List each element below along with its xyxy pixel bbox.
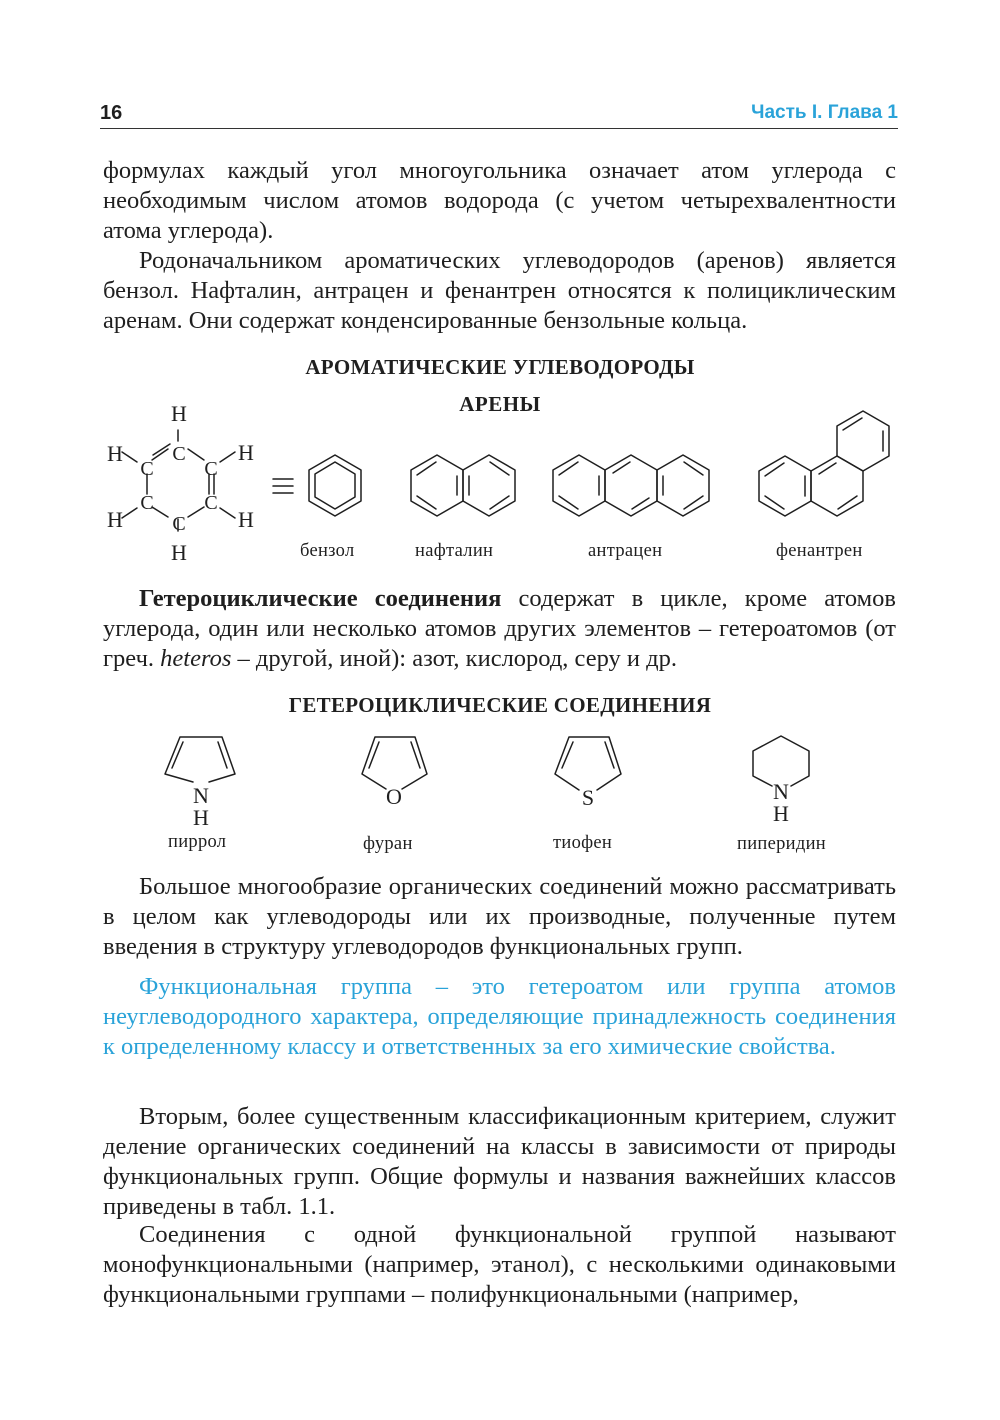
paragraph-2-text: Родоначальником ароматических углеводородов (аренов) является бензол. Нафталин, антрацен и фенантрен относятся к полициклическим аренам. Они содержат конденсированные бензольные кольца. [103, 247, 896, 334]
benzene-atom-c-6: C [140, 458, 154, 480]
phenanthrene-structure [759, 411, 889, 516]
caption-anthracene: антрацен [588, 541, 663, 561]
paragraph-5 [103, 1102, 896, 1222]
caption-pyrrole: пиррол [168, 832, 227, 852]
aromatic-heading: АРОМАТИЧЕСКИЕ УГЛЕВОДОРОДЫ [305, 355, 695, 379]
benzene-atom-h-bottom: H [171, 540, 187, 565]
definition-functional-group [103, 972, 896, 1062]
benzene-atom-c-1: C [172, 443, 186, 465]
pyrrole-atom-n: N [193, 783, 209, 808]
page-number: 16 [100, 102, 123, 124]
paragraph-4 [103, 872, 896, 962]
term-heteros: heteros [160, 645, 232, 672]
benzene-atom-h-top: H [171, 401, 187, 426]
paragraph-3-text-a: содержат в цикле, кроме атомов углерода, один или несколько атомов других элементов – гетероатомов (от греч. [103, 585, 896, 672]
benzene-structure [309, 455, 361, 516]
benzene-atom-h-right-bottom: H [238, 507, 254, 532]
caption-thiophene: тиофен [553, 833, 613, 853]
heterocyclic-heading: ГЕТЕРОЦИКЛИЧЕСКИЕ СОЕДИНЕНИЯ [288, 693, 712, 717]
pyrrole-atom-h: H [193, 805, 209, 830]
benzene-atom-c-3: C [204, 492, 218, 514]
benzene-atom-h-right-top: H [238, 440, 254, 465]
caption-phenanthrene: фенантрен [776, 541, 863, 561]
paragraph-3 [103, 584, 896, 674]
caption-furan: фуран [363, 834, 413, 854]
benzene-atom-c-5: C [140, 492, 154, 514]
paragraph-6-text: Соединения с одной функциональной группой называют монофункциональными (например, этанол), с несколькими одинаковыми функциональными группами – полифункциональными (например, [103, 1221, 896, 1308]
paragraph-4-text: Большое многообразие органических соединений можно рассматривать в целом как углеводороды или их производные, полученные путем введения в структуру углеводородов функциональных групп. [103, 873, 896, 960]
benzene-atom-h-left-top: H [107, 441, 123, 466]
pyrrole-structure [165, 737, 235, 782]
equivalence-sign [273, 479, 293, 493]
thiophene-structure [555, 737, 621, 790]
benzene-atom-h-left-bottom: H [107, 507, 123, 532]
paragraph-6 [103, 1220, 896, 1310]
term-heterocyclic: Гетероциклические соединения [139, 585, 502, 612]
anthracene-structure [553, 455, 709, 516]
caption-piperidine: пиперидин [737, 834, 826, 854]
paragraph-5-text: Вторым, более существенным классификационным критерием, служит деление органических соединений на классы в зависимости от природы функциональных групп. Общие формулы и названия важнейших классов приведены в табл. 1.1. [103, 1103, 896, 1220]
arenes-subheading: АРЕНЫ [459, 392, 541, 416]
paragraph-1: формулах каждый угол многоугольника означает атом углерода с необходимым числом атомов водорода (с учетом четырехвалентности атома углерода). [103, 157, 896, 244]
furan-atom-o: O [386, 784, 402, 809]
naphthalene-structure [411, 455, 515, 516]
caption-naphthalene: нафталин [415, 541, 494, 561]
furan-structure [362, 737, 427, 789]
piperidine-atom-n: N [773, 779, 789, 804]
running-head: Часть I. Глава 1 [751, 102, 898, 123]
benzene-atom-c-4: C [172, 513, 186, 535]
benzene-atom-c-2: C [204, 458, 218, 480]
paragraph-3-text-b: – другой, иной): азот, кислород, серу и др. [231, 645, 677, 672]
thiophene-atom-s: S [581, 785, 595, 810]
definition-text: Функциональная группа – это гетероатом или группа атомов неуглеводородного характера, определяющие принадлежность соединения к определенному классу и ответственных за его химические свойства. [103, 973, 896, 1060]
piperidine-atom-h: H [773, 801, 789, 826]
caption-benzene: бензол [300, 541, 355, 561]
